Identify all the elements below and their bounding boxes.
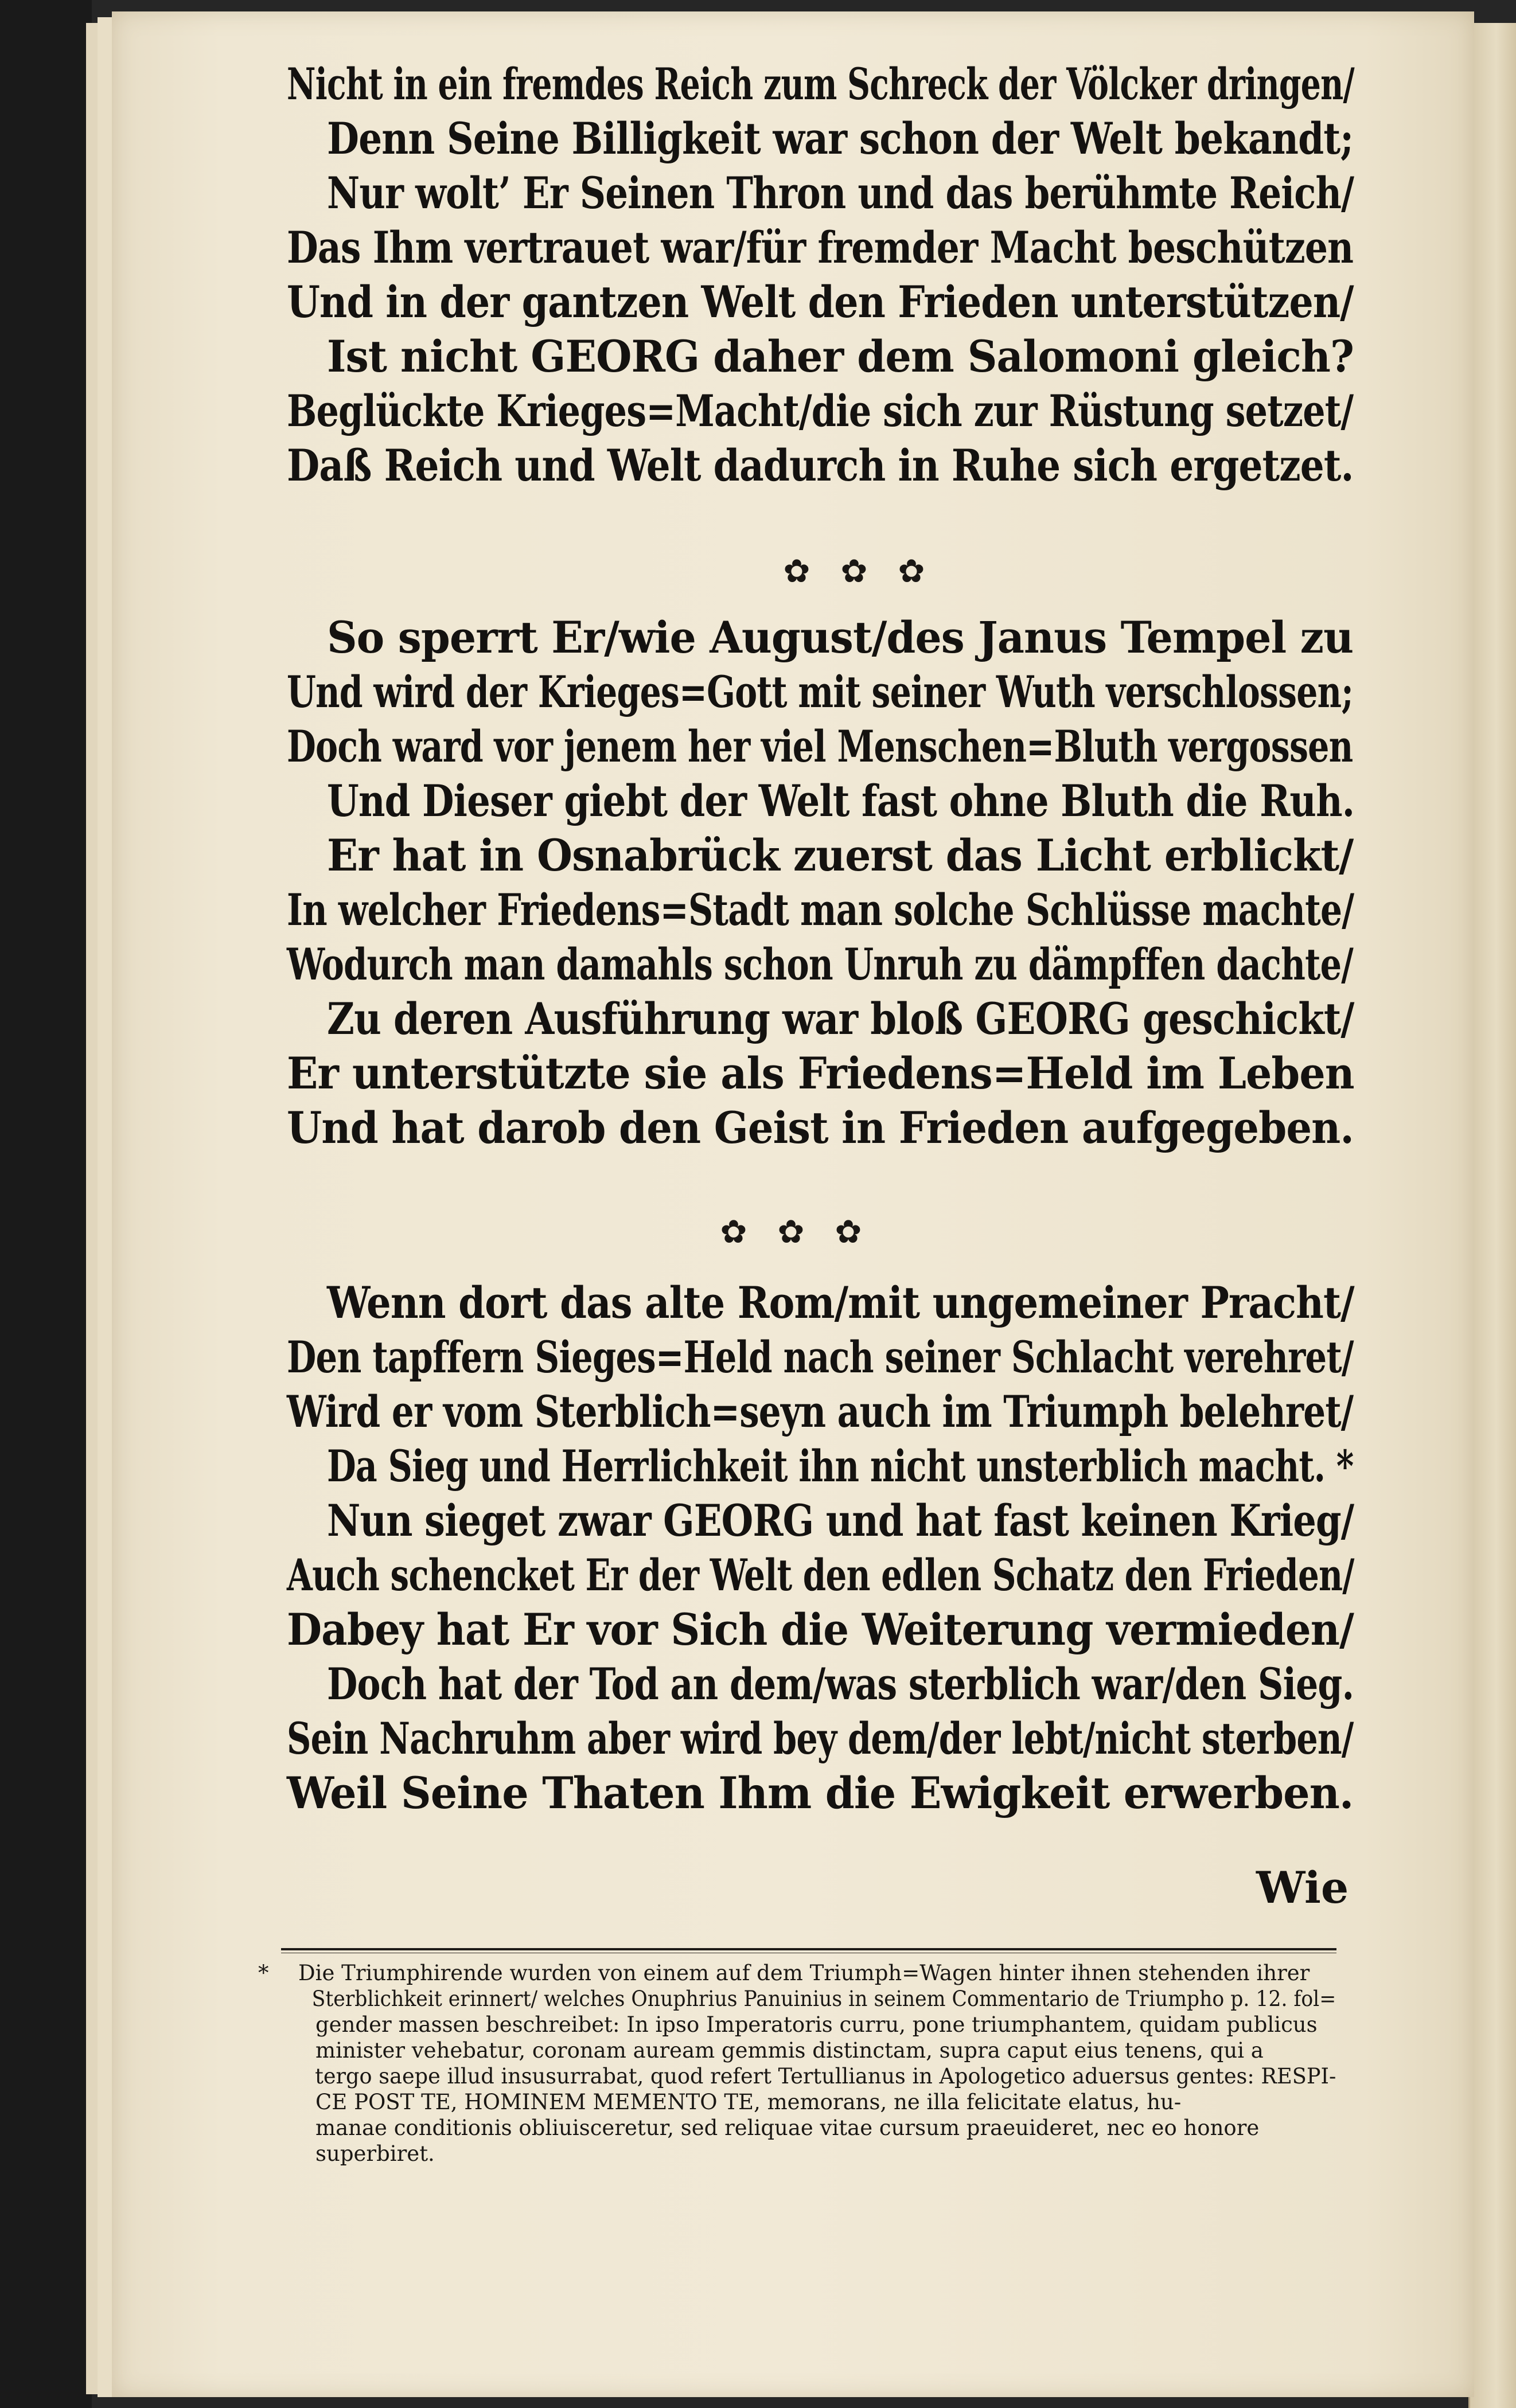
verse-line: Zu deren Ausführung war bloß GEORG geschickt/ <box>327 993 1354 1044</box>
flower-ornament-icon: ✿ <box>720 1213 747 1251</box>
verse-line: In welcher Friedens=Stadt man solche Schlüsse machte/ <box>287 884 1354 935</box>
verse-line: Da Sieg und Herrlichkeit ihn nicht unsterblich macht. * <box>327 1441 1354 1492</box>
footnote-line: CE POST TE, HOMINEM MEMENTO TE, memorans, ne illa felicitate elatus, hu- <box>315 2090 1182 2114</box>
verse-line: Den tapffern Sieges=Held nach seiner Schlacht verehret/ <box>287 1332 1354 1383</box>
verse-line: Denn Seine Billigkeit war schon der Welt bekandt; <box>327 113 1354 164</box>
flower-ornament-icon: ✿ <box>777 1213 805 1251</box>
verse-line: Beglückte Krieges=Macht/die sich zur Rüstung setzet/ <box>287 385 1354 436</box>
verse-line: Sein Nachruhm aber wird bey dem/der lebt/nicht sterben/ <box>287 1713 1354 1764</box>
verse-line: Wenn dort das alte Rom/mit ungemeiner Pracht/ <box>327 1277 1354 1328</box>
verse-line: Und Dieser giebt der Welt fast ohne Bluth die Ruh. <box>327 775 1355 826</box>
verse-line: Das Ihm vertrauet war/für fremder Macht beschützen <box>287 222 1354 273</box>
flower-ornament-icon: ✿ <box>898 553 925 590</box>
footnote-line: Sterblichkeit erinnert/ welches Onuphrius Panuinius in seinem Commentario de Triumpho p. 12. fol= <box>311 1986 1336 2011</box>
footnote-line: * Die Triumphirende wurden von einem auf dem Triumph=Wagen hinter ihnen stehenden ihrer <box>258 1961 1310 1985</box>
verse-line: Wird er vom Sterblich=seyn auch im Triumph belehret/ <box>287 1386 1354 1437</box>
footnote-line: gender massen beschreibet: In ipso Imperatoris curru, pone triumphantem, quidam publicus <box>315 2012 1318 2037</box>
verse-line: Wodurch man damahls schon Unruh zu dämpffen dachte/ <box>287 939 1354 990</box>
footnote-marker: * <box>258 1961 269 1985</box>
flower-ornament-icon: ✿ <box>783 553 810 590</box>
verse-line: Auch schencket Er der Welt den edlen Schatz den Frieden/ <box>287 1550 1354 1601</box>
verse-line: Dabey hat Er vor Sich die Weiterung vermieden/ <box>287 1604 1354 1655</box>
book-spine-shadow <box>0 0 92 2408</box>
ornament-divider <box>717 1213 865 1251</box>
catchword: Wie <box>1256 1862 1349 1913</box>
verse-line: Und wird der Krieges=Gott mit seiner Wuth verschlossen; <box>287 666 1354 717</box>
facing-page-edge <box>1468 23 1516 2408</box>
footnote-line: manae conditionis obliuisceretur, sed reliquae vitae cursum praeuideret, nec eo honore <box>315 2116 1260 2140</box>
verse-line: Nicht in ein fremdes Reich zum Schreck der Völcker dringen/ <box>287 58 1354 110</box>
ornament-divider <box>780 555 928 588</box>
footnote-line: minister vehebatur, coronam auream gemmis distinctam, supra caput eius tenens, qui a <box>315 2038 1264 2063</box>
footnote <box>258 1960 1336 2167</box>
verse-line: Nun sieget zwar GEORG und hat fast keinen Krieg/ <box>327 1495 1354 1546</box>
footnote-line: tergo saepe illud insusurrabat, quod refert Tertullianus in Apologetico aduersus gentes: RESPI- <box>315 2064 1336 2089</box>
verse-line: Und in der gantzen Welt den Frieden unterstützen/ <box>287 276 1354 327</box>
verse-line: So sperrt Er/wie August/des Janus Tempel zu <box>327 612 1354 663</box>
verse-line: Weil Seine Thaten Ihm die Ewigkeit erwerben. <box>287 1767 1354 1818</box>
flower-ornament-icon: ✿ <box>840 553 868 590</box>
verse-line: Ist nicht GEORG daher dem Salomoni gleich? <box>327 331 1354 382</box>
verse-line: Und hat darob den Geist in Frieden aufgegeben. <box>287 1102 1354 1153</box>
verse-line: Er hat in Osnabrück zuerst das Licht erblickt/ <box>327 830 1354 881</box>
footnote-rule <box>281 1948 1336 1950</box>
verse-line: Doch ward vor jenem her viel Menschen=Bluth vergossen <box>287 721 1353 772</box>
verse-line: Doch hat der Tod an dem/was sterblich war/den Sieg. <box>327 1658 1354 1710</box>
verse-line: Er unterstützte sie als Friedens=Held im Leben <box>287 1048 1354 1099</box>
verse-line: Daß Reich und Welt dadurch in Ruhe sich ergetzet. <box>287 440 1354 491</box>
flower-ornament-icon: ✿ <box>835 1213 862 1251</box>
footnote-line: superbiret. <box>315 2141 435 2166</box>
verse-line: Nur wolt’ Er Seinen Thron und das berühmte Reich/ <box>327 167 1354 218</box>
